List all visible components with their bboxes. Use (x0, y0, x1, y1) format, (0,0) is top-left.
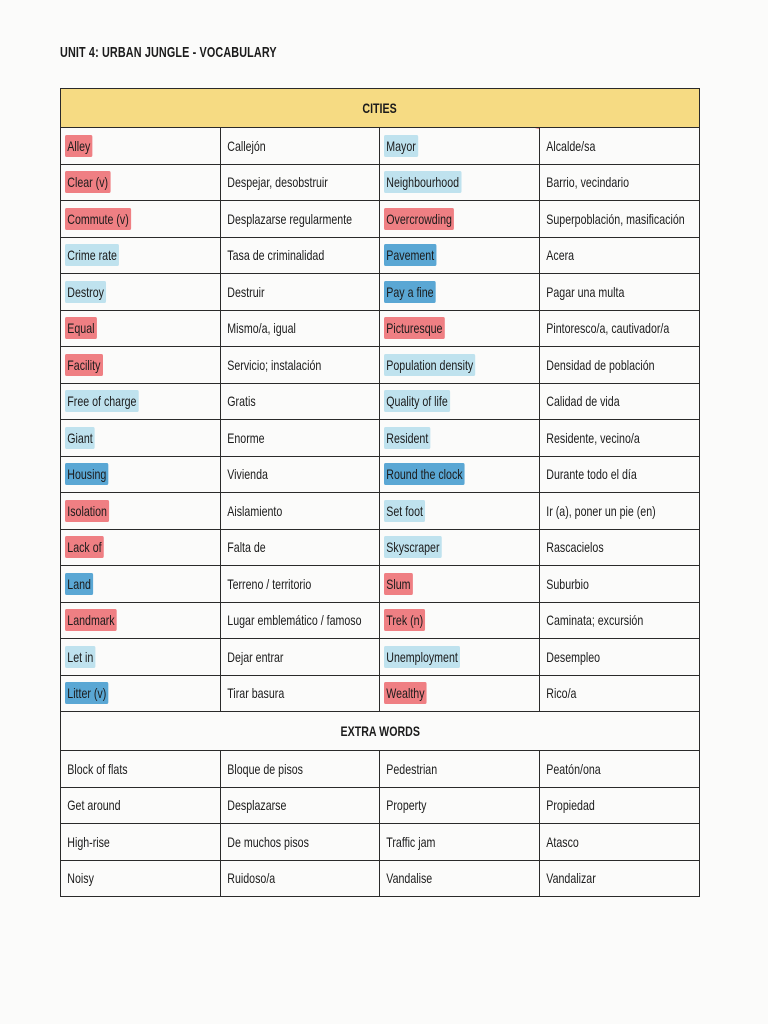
english-term: Skyscraper (380, 529, 540, 566)
english-term: Noisy (61, 860, 221, 897)
section-row-cities (61, 89, 700, 128)
spanish-translation: Falta de (221, 529, 380, 566)
english-term: Isolation (61, 493, 221, 530)
spanish-translation: Densidad de población (540, 347, 700, 384)
english-term: Slum (380, 566, 540, 603)
table-row (61, 164, 700, 201)
english-term: Picturesque (380, 310, 540, 347)
table-row (61, 383, 700, 420)
spanish-translation: Barrio, vecindario (540, 164, 700, 201)
table-row (61, 529, 700, 566)
english-term: Housing (61, 456, 221, 493)
section-header-extra-words: EXTRA WORDS (61, 712, 700, 751)
section-row-extra-words (61, 712, 700, 751)
section-header-cities: CITIES (61, 89, 700, 128)
spanish-translation: Propiedad (540, 787, 700, 824)
english-term: Crime rate (61, 237, 221, 274)
spanish-translation: Pagar una multa (540, 274, 700, 311)
english-term: Vandalise (380, 860, 540, 897)
spanish-translation: Acera (540, 237, 700, 274)
english-term: Neighbourhood (380, 164, 540, 201)
english-term: Equal (61, 310, 221, 347)
spanish-translation: Ir (a), poner un pie (en) (540, 493, 700, 530)
english-term: Pavement (380, 237, 540, 274)
spanish-translation: Terreno / territorio (221, 566, 380, 603)
table-row (61, 237, 700, 274)
spanish-translation: Rascacielos (540, 529, 700, 566)
spanish-translation: Vivienda (221, 456, 380, 493)
english-term: Destroy (61, 274, 221, 311)
spanish-translation: Desplazarse regularmente (221, 201, 380, 238)
table-row (61, 824, 700, 861)
spanish-translation: Rico/a (540, 675, 700, 712)
spanish-translation: Pintoresco/a, cautivador/a (540, 310, 700, 347)
table-row (61, 456, 700, 493)
spanish-translation: Residente, vecino/a (540, 420, 700, 457)
spanish-translation: Lugar emblemático / famoso (221, 602, 380, 639)
english-term: Unemployment (380, 639, 540, 676)
spanish-translation: Enorme (221, 420, 380, 457)
vocabulary-table (60, 88, 700, 897)
english-term: Facility (61, 347, 221, 384)
spanish-translation: Desempleo (540, 639, 700, 676)
english-term: Mayor (380, 128, 540, 165)
english-term: Pay a fine (380, 274, 540, 311)
table-row (61, 128, 700, 165)
english-term: Pedestrian (380, 751, 540, 788)
table-row (61, 310, 700, 347)
spanish-translation: De muchos pisos (221, 824, 380, 861)
spanish-translation: Tasa de criminalidad (221, 237, 380, 274)
spanish-translation: Caminata; excursión (540, 602, 700, 639)
spanish-translation: Mismo/a, igual (221, 310, 380, 347)
english-term: Giant (61, 420, 221, 457)
spanish-translation: Aislamiento (221, 493, 380, 530)
spanish-translation: Ruidoso/a (221, 860, 380, 897)
table-row (61, 787, 700, 824)
table-row (61, 493, 700, 530)
spanish-translation: Gratis (221, 383, 380, 420)
english-term: Litter (v) (61, 675, 221, 712)
spanish-translation: Vandalizar (540, 860, 700, 897)
english-term: Clear (v) (61, 164, 221, 201)
spanish-translation: Dejar entrar (221, 639, 380, 676)
table-row (61, 860, 700, 897)
english-term: Wealthy (380, 675, 540, 712)
table-row (61, 566, 700, 603)
table-row (61, 602, 700, 639)
table-row (61, 420, 700, 457)
english-term: Lack of (61, 529, 221, 566)
table-row (61, 347, 700, 384)
english-term: Set foot (380, 493, 540, 530)
spanish-translation: Despejar, desobstruir (221, 164, 380, 201)
english-term: Get around (61, 787, 221, 824)
spanish-translation: Calidad de vida (540, 383, 700, 420)
table-row (61, 274, 700, 311)
table-row (61, 751, 700, 788)
english-term: Population density (380, 347, 540, 384)
spanish-translation: Durante todo el día (540, 456, 700, 493)
table-row (61, 639, 700, 676)
english-term: Free of charge (61, 383, 221, 420)
english-term: Land (61, 566, 221, 603)
english-term: Resident (380, 420, 540, 457)
english-term: Property (380, 787, 540, 824)
english-term: Commute (v) (61, 201, 221, 238)
english-term: Round the clock (380, 456, 540, 493)
spanish-translation: Superpoblación, masificación (540, 201, 700, 238)
spanish-translation: Desplazarse (221, 787, 380, 824)
page-title: UNIT 4: URBAN JUNGLE - VOCABULARY (60, 44, 277, 61)
english-term: Landmark (61, 602, 221, 639)
english-term: Quality of life (380, 383, 540, 420)
spanish-translation: Bloque de pisos (221, 751, 380, 788)
spanish-translation: Peatón/ona (540, 751, 700, 788)
table-row (61, 675, 700, 712)
spanish-translation: Alcalde/sa (540, 128, 700, 165)
spanish-translation: Tirar basura (221, 675, 380, 712)
spanish-translation: Destruir (221, 274, 380, 311)
english-term: Alley (61, 128, 221, 165)
spanish-translation: Suburbio (540, 566, 700, 603)
english-term: High-rise (61, 824, 221, 861)
spanish-translation: Servicio; instalación (221, 347, 380, 384)
table-row (61, 201, 700, 238)
english-term: Let in (61, 639, 221, 676)
english-term: Overcrowding (380, 201, 540, 238)
english-term: Block of flats (61, 751, 221, 788)
english-term: Trek (n) (380, 602, 540, 639)
spanish-translation: Callejón (221, 128, 380, 165)
spanish-translation: Atasco (540, 824, 700, 861)
english-term: Traffic jam (380, 824, 540, 861)
